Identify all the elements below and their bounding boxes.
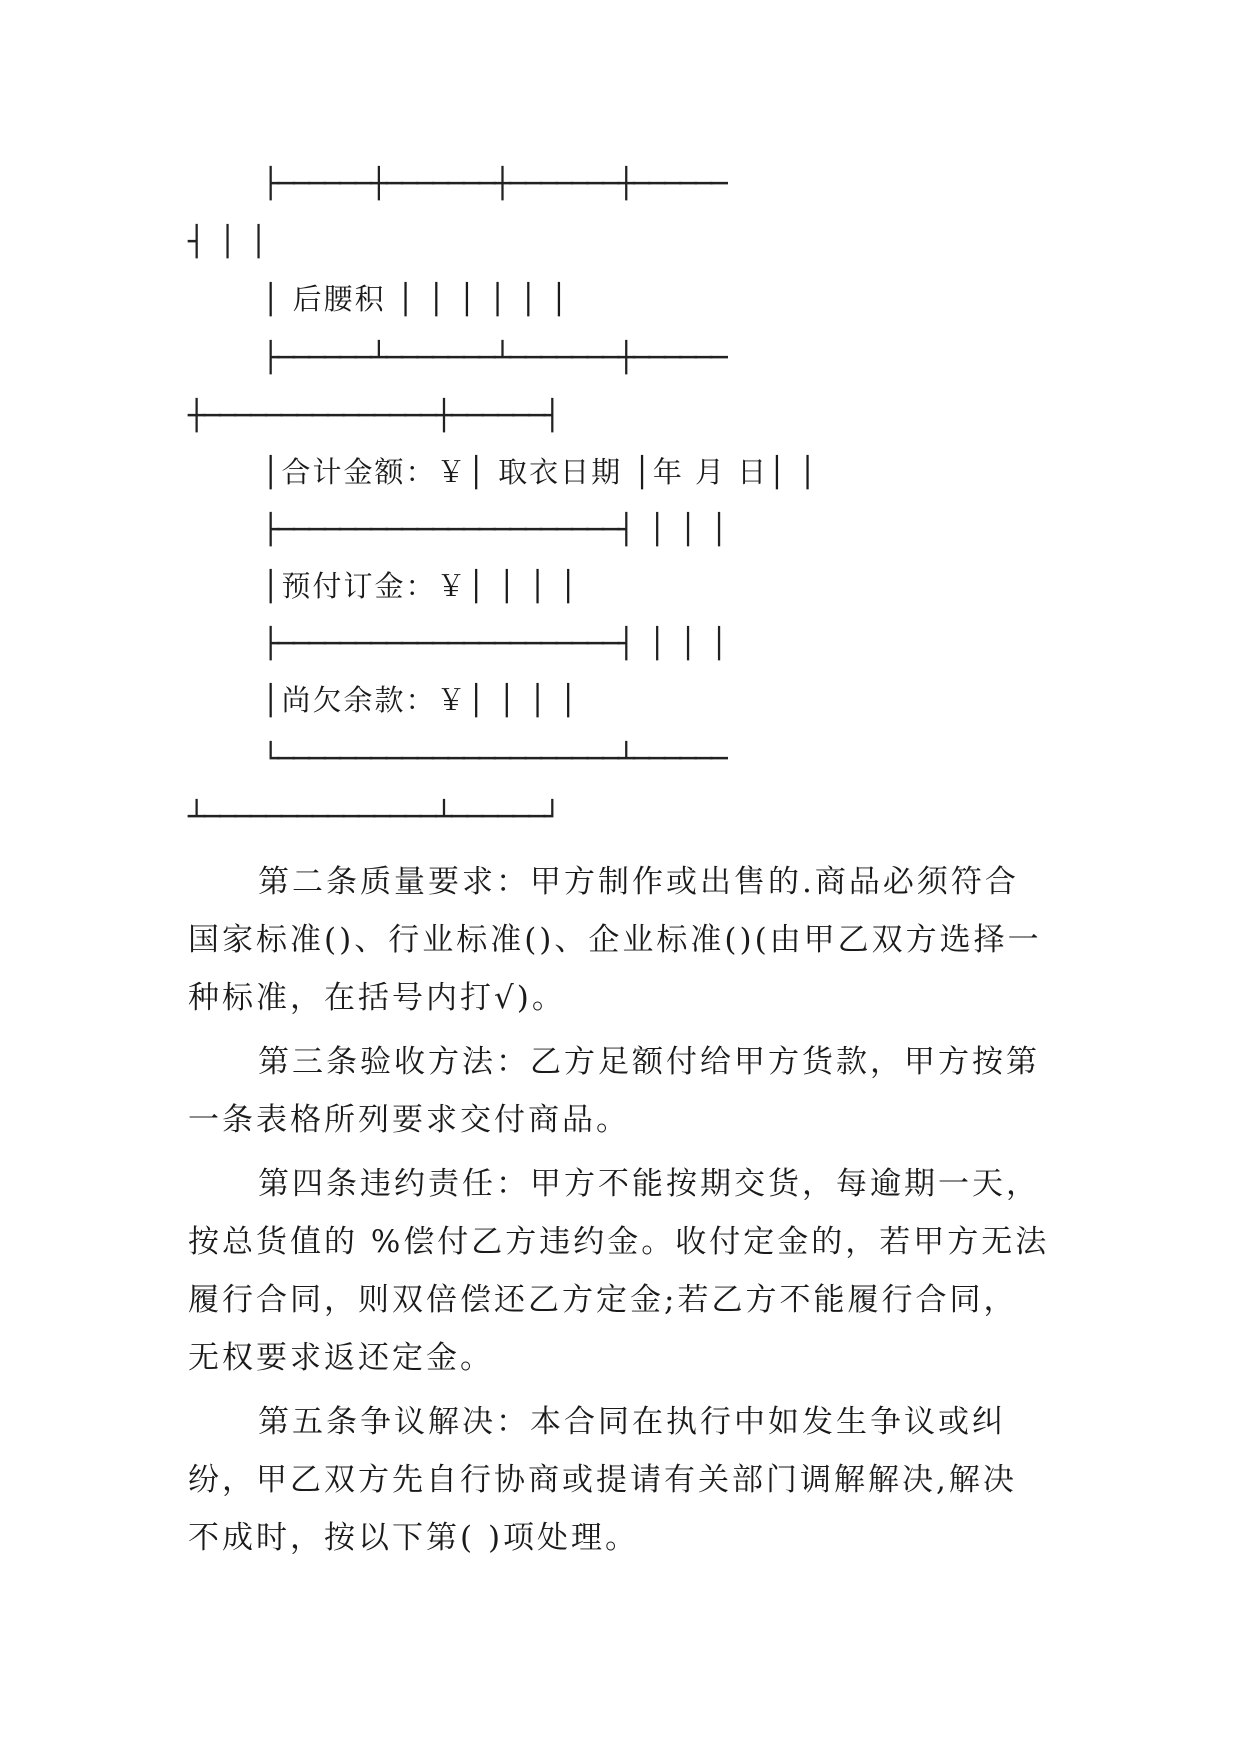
clause-acceptance: 第三条验收方法：乙方足额付给甲方货款，甲方按第一条表格所列要求交付商品。 (188, 1044, 1040, 1138)
table-row-waist: │ 后腰积 │ │ │ │ │ │ (262, 282, 570, 316)
table-rule: ┼───────────────┼──────┤ (188, 398, 560, 432)
table-rule: └──────────────────────┴────── (262, 741, 726, 775)
table-rule: ├──────┼───────┼───────┼────── (262, 166, 726, 200)
clause-liability: 第四条违约责任：甲方不能按期交货，每逾期一天，按总货值的 %偿付乙方违约金。收付定金的，若甲方无法履行合同，则双倍偿还乙方定金;若乙方不能履行合同，无权要求返还定金。 (188, 1166, 1050, 1376)
clause-dispute: 第五条争议解决：本合同在执行中如发生争议或纠纷，甲乙双方先自行协商或提请有关部门调解解决,解决不成时，按以下第( )项处理。 (188, 1404, 1017, 1556)
table-row-balance: │尚欠余款：￥│ │ │ │ (262, 683, 579, 717)
table-row-deposit: │预付订金：￥│ │ │ │ (262, 569, 579, 603)
clause-quality: 第二条质量要求：甲方制作或出售的.商品必须符合国家标准()、行业标准()、企业标准()(由甲乙双方选择一种标准，在括号内打√)。 (188, 864, 1042, 1016)
table-row-total: │合计金额：￥│ 取衣日期 │年 月 日│ │ (262, 455, 819, 489)
contract-clauses (188, 853, 1050, 1567)
table-rule: ├──────────────────────┤ │ │ │ (262, 626, 726, 660)
table-rule: ├──────────────────────┤ │ │ │ (262, 512, 726, 546)
table-rule: ┴───────────────┴──────┘ (188, 799, 560, 833)
table-rule: ├──────┴───────┴───────┼────── (262, 340, 726, 374)
table-rule: ┤ │ │ (188, 224, 266, 258)
